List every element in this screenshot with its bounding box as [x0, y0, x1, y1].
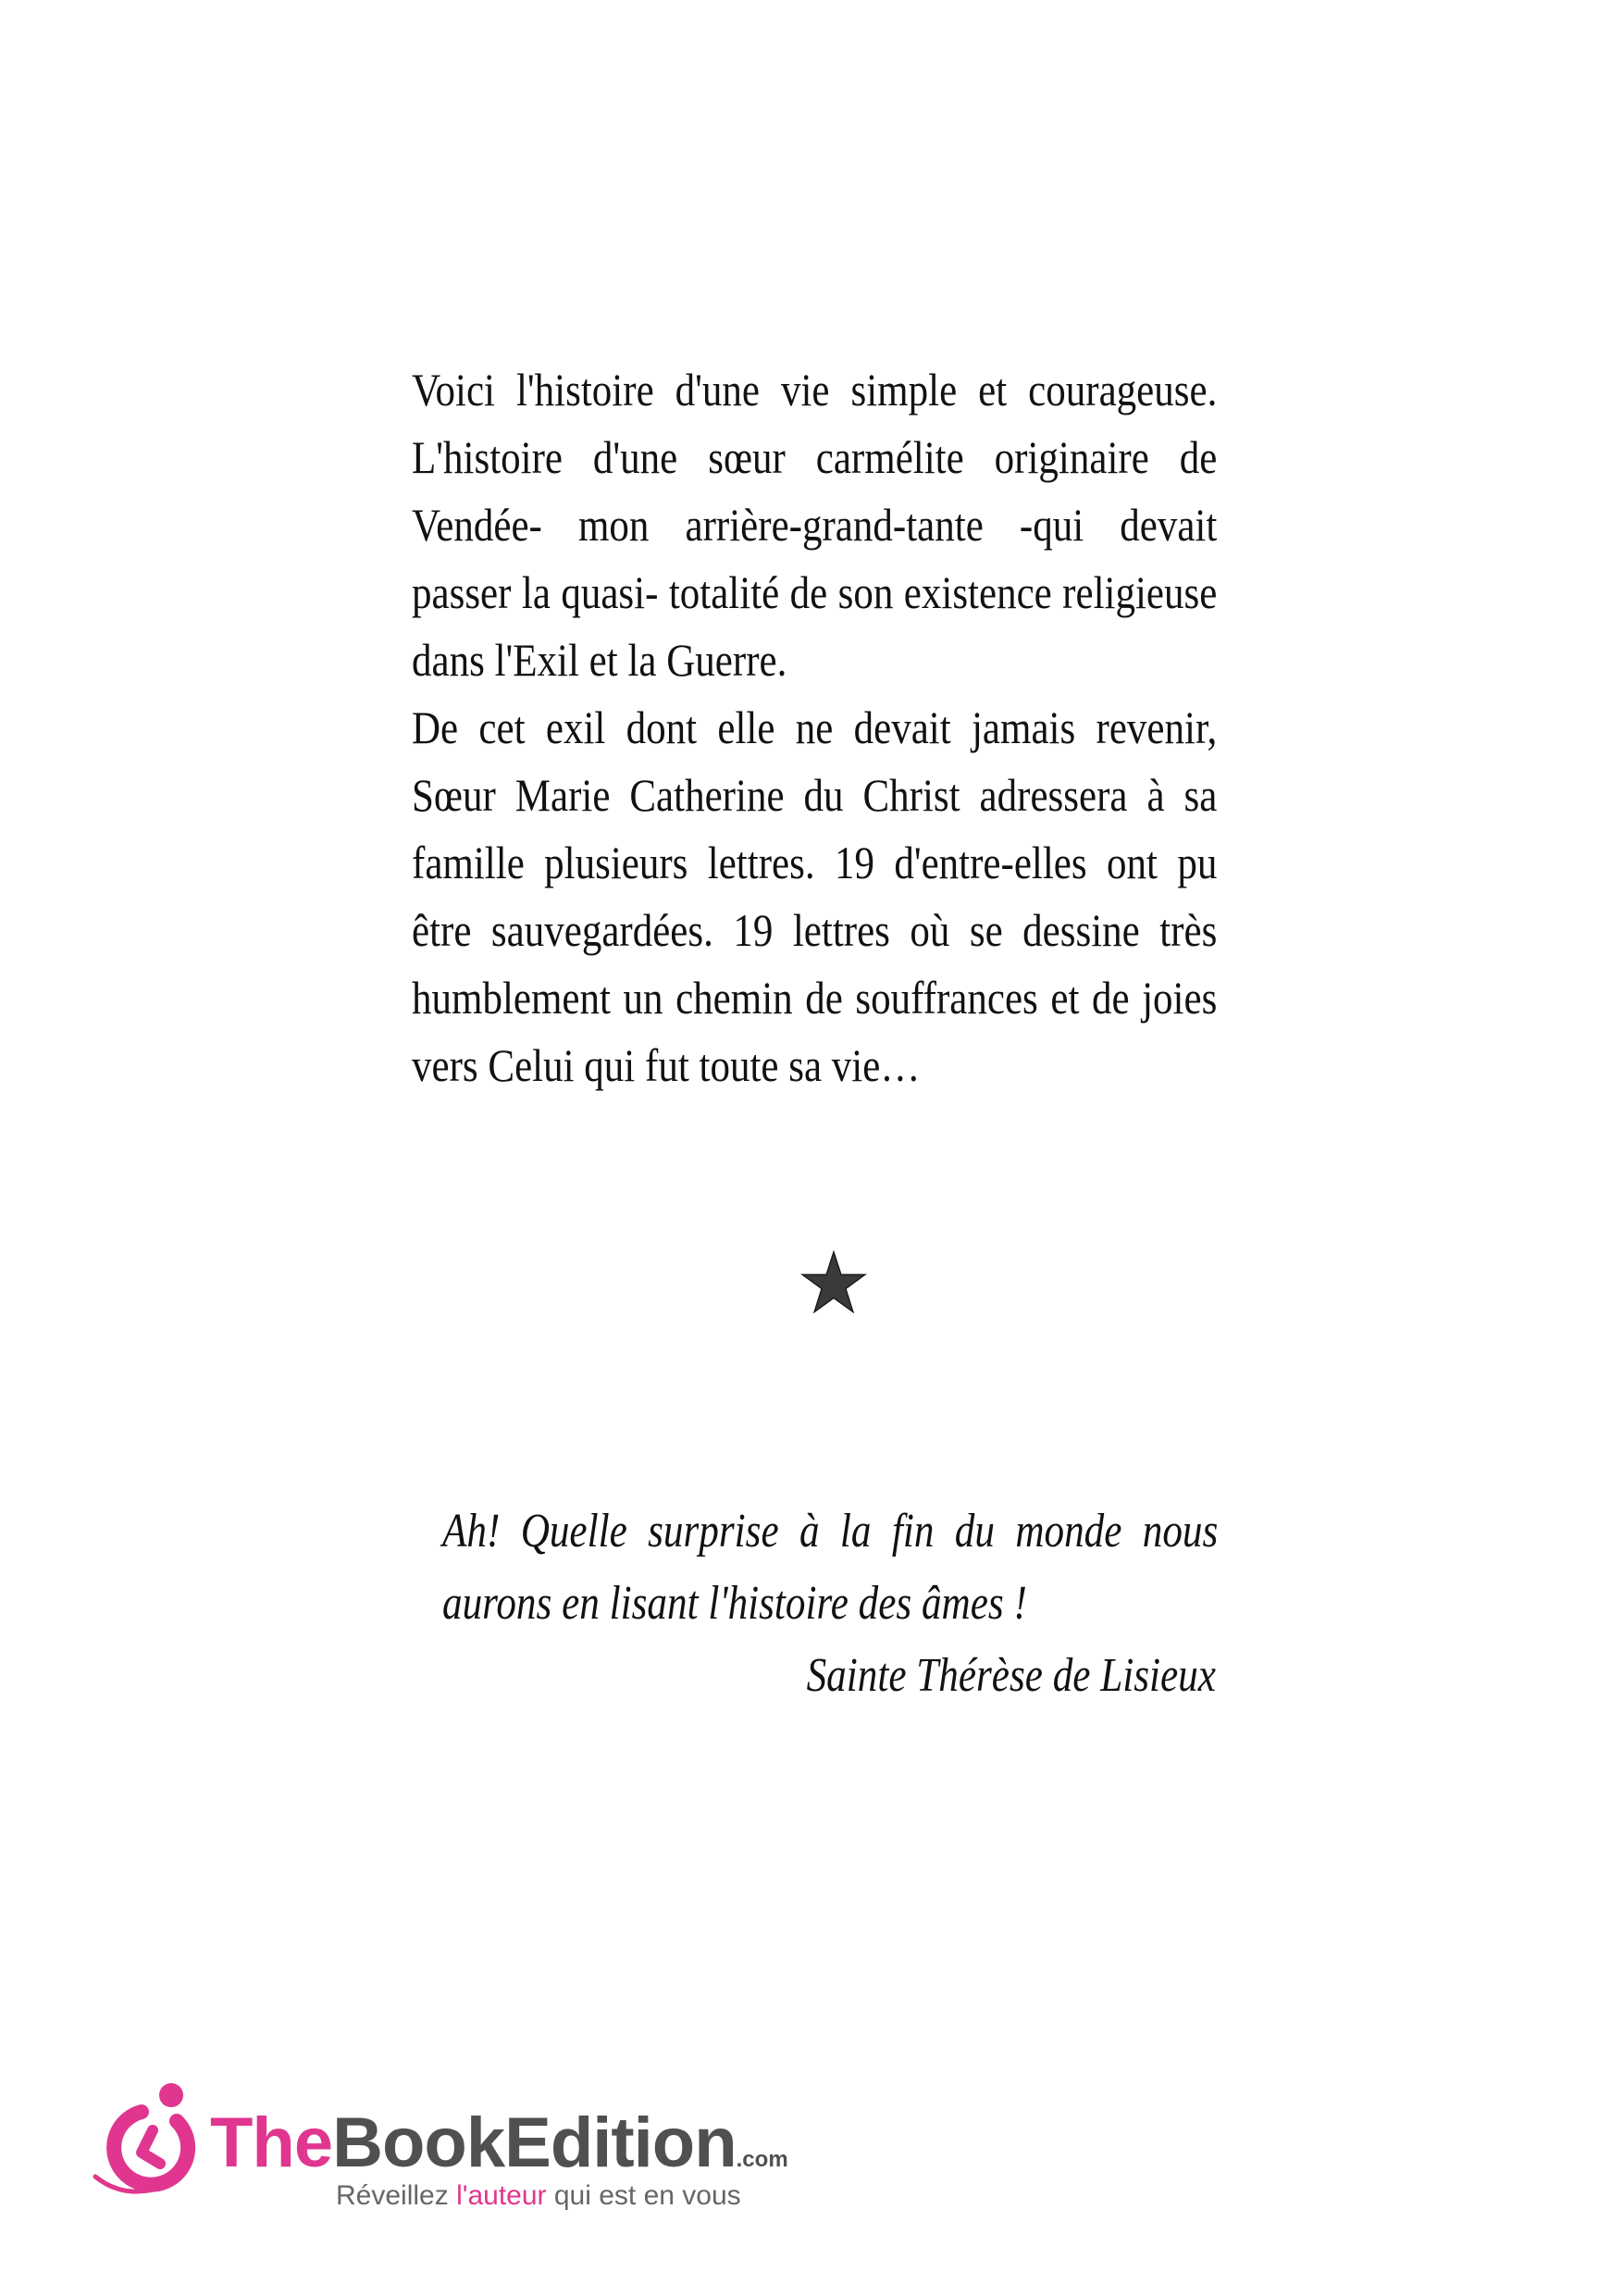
blurb-paragraph-2: De cet exil dont elle ne devait jamais revenir, Sœur Marie Catherine du Christ adressera à sa famille plusieurs lettres. 19 d'entre-elles ont pu être sauvegardées. 19 lettres où se dessine très humblement un chemin de souffrances et de joies vers Celui qui fut toute sa vie…	[412, 701, 1218, 1091]
star-icon	[800, 1249, 867, 1316]
publisher-tagline	[336, 2180, 741, 2212]
publisher-logo	[88, 2073, 828, 2212]
tagline-after: qui est en vous	[546, 2180, 741, 2211]
tagline-accent: l'auteur	[456, 2180, 547, 2211]
reader-figure-icon	[88, 2073, 208, 2203]
back-cover-blurb	[412, 356, 1217, 1099]
wordmark-book: Book	[332, 2104, 505, 2182]
wordmark-edition: Edition	[504, 2104, 737, 2182]
epigraph-author: Sainte Thérèse de Lisieux	[806, 1649, 1216, 1702]
blurb-paragraph-1: Voici l'histoire d'une vie simple et courageuse. L'histoire d'une sœur carmélite originaire de Vendée- mon arrière-grand-tante -qui devait passer la quasi- totalité de son existence religieuse dans l'Exil et la Guerre.	[412, 364, 1218, 686]
epigraph-quote: Ah! Quelle surprise à la fin du monde nous aurons en lisant l'histoire des âmes !	[442, 1505, 1219, 1630]
wordmark-domain: .com	[736, 2147, 788, 2172]
wordmark-the: The	[210, 2104, 333, 2182]
tagline-before: Réveillez	[336, 2180, 457, 2211]
